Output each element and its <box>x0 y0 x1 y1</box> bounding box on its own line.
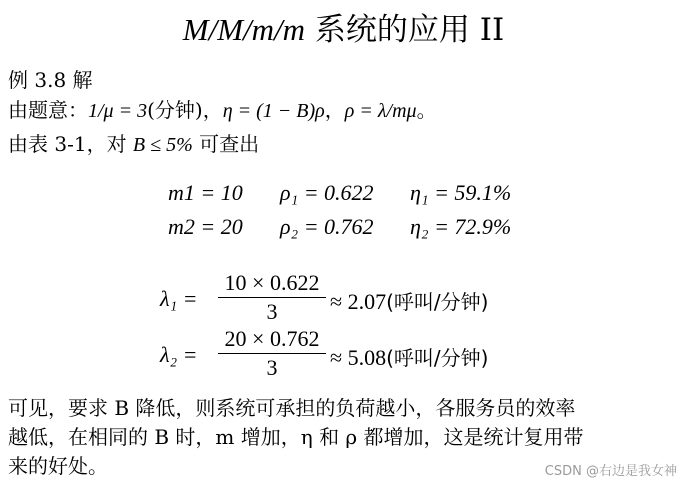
lookup-line <box>8 128 259 157</box>
given-expr-eta: η = (1 − B)ρ <box>222 100 325 122</box>
table-cell-rho: ρ₂ = 0.762 <box>280 214 374 239</box>
table-cell-eta: η₂ = 72.9% <box>410 214 512 239</box>
conclusion-line: 来的好处。 <box>8 454 108 478</box>
lambda1-rhs: ≈ 2.07 <box>330 289 387 314</box>
lookup-suffix: 可查出 <box>192 132 260 156</box>
given-end: 。 <box>416 98 437 122</box>
given-sep-2: ， <box>324 98 345 122</box>
watermark-text: CSDN @右边是我女神 <box>544 464 677 479</box>
table-row <box>168 180 511 206</box>
given-line <box>8 94 437 123</box>
lookup-math: B ≤ 5% <box>132 134 193 156</box>
lambda2-rhs: ≈ 5.08 <box>330 345 387 370</box>
lambda1-equation <box>160 270 580 324</box>
given-prefix: 由题意： <box>8 98 88 122</box>
table-cell-m: m2 = 20 <box>168 214 243 239</box>
given-sep-1: ， <box>202 98 223 122</box>
table-cell-m: m1 = 10 <box>168 180 243 205</box>
conclusion-line: 可见，要求 B 降低，则系统可承担的负荷越小，各服务员的效率 <box>8 396 576 420</box>
lambda2-rhs-group <box>330 342 488 371</box>
given-unit: (分钟) <box>147 98 203 122</box>
example-header: 例 3.8 解 <box>8 68 93 92</box>
lambda2-denominator: 3 <box>266 355 278 380</box>
lambda2-numerator: 20 × 0.762 <box>224 326 320 351</box>
lookup-prefix: 由表 3-1，对 <box>8 132 133 156</box>
title-text: 系统的应用 II <box>305 12 505 48</box>
slide-title <box>0 4 687 49</box>
lambda1-lhs: λ₁ = <box>160 286 198 311</box>
given-expr-mu: 1/μ = 3 <box>88 100 148 122</box>
lambda1-fraction <box>216 270 328 325</box>
table-cell-eta: η₁ = 59.1% <box>410 180 512 205</box>
lambda1-numerator: 10 × 0.622 <box>224 270 320 295</box>
lambda2-unit: (呼叫/分钟) <box>386 346 489 370</box>
table-cell-rho: ρ₁ = 0.622 <box>280 180 374 205</box>
lambda2-fraction <box>216 326 328 381</box>
fraction-bar <box>218 353 326 354</box>
table-row <box>168 214 511 240</box>
lambda2-lhs: λ₂ = <box>160 342 198 367</box>
conclusion-line: 越低，在相同的 B 时，m 增加，η 和 ρ 都增加，这是统计复用带 <box>8 425 584 449</box>
lambda1-rhs-group <box>330 286 488 315</box>
lambda1-unit: (呼叫/分钟) <box>386 290 489 314</box>
lambda2-equation <box>160 326 580 380</box>
title-math: M/M/m/m <box>182 12 306 47</box>
given-expr-rho: ρ = λ/mμ <box>344 100 417 122</box>
lambda1-denominator: 3 <box>266 299 278 324</box>
fraction-bar <box>218 297 326 298</box>
